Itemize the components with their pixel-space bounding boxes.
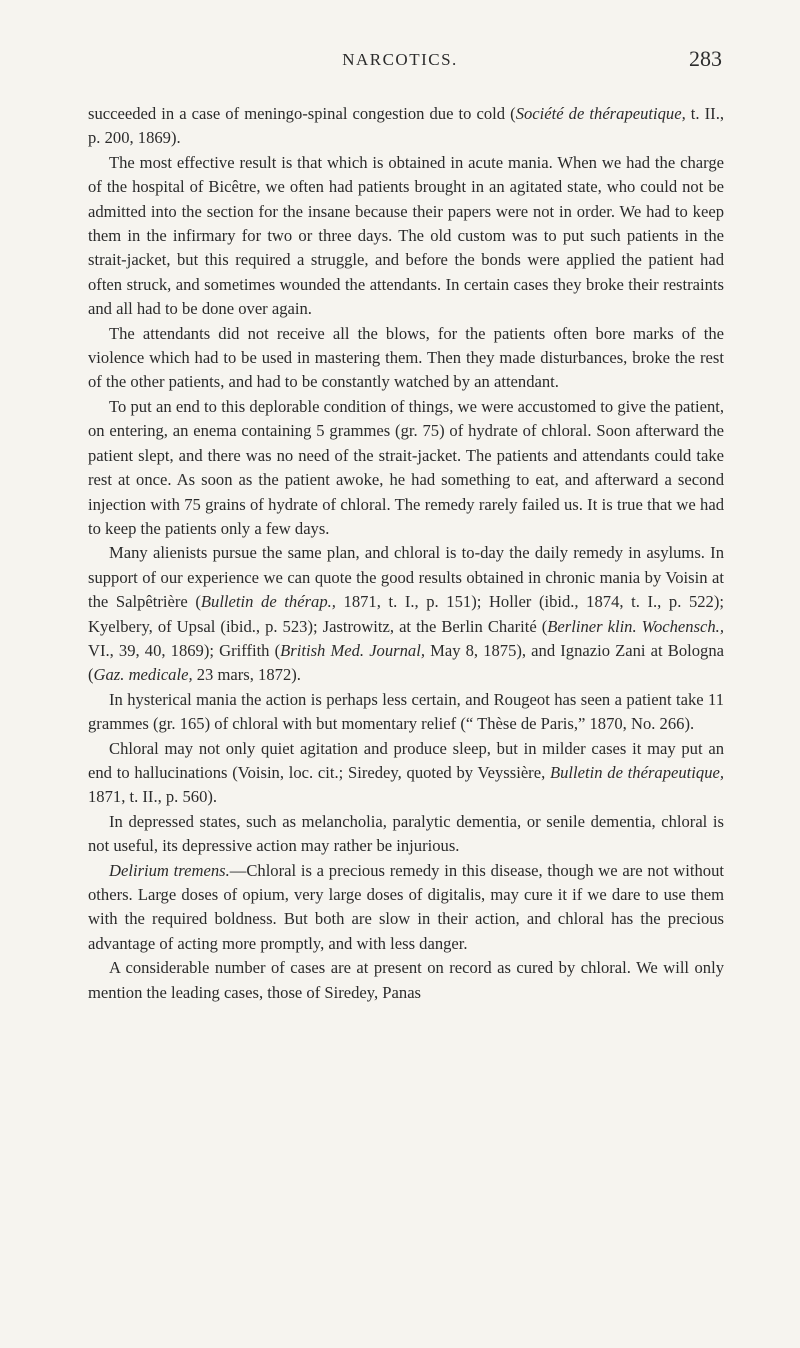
- text-run: —Chloral is a precious remedy in this disease, though we are not without others. Large doses of opium, very large doses of digitalis, may cure it if we dare to use them with the required boldness. But both are slow in their action, and chloral has the precious advantage of acting more promptly, and with less danger.: [88, 860, 724, 953]
- paragraph: [88, 322, 724, 395]
- text-run: The most effective result is that which is obtained in acute mania. When we had the charge of the hospital of Bicêtre, we often had patients brought in an agitated state, who could not be admitted into the section for the insane because their papers were not in order. We had to keep them in the infirmary for two or three days. The old custom was to put such patients in the strait-jacket, but this required a struggle, and before the bonds were applied the patient had often struck, and sometimes wounded the attendants. In certain cases they broke their restraints and all had to be done over again.: [88, 152, 724, 319]
- paragraph: [88, 541, 724, 687]
- running-head: [0, 46, 800, 76]
- text-run: In depressed states, such as melancholia, paralytic dementia, or senile dementia, chloral is not useful, its depressive action may rather be injurious.: [88, 811, 724, 856]
- running-title: NARCOTICS.: [342, 50, 458, 69]
- italic-text: Delirium tremens.: [109, 860, 230, 880]
- text-run: A considerable number of cases are at present on record as cured by chloral. We will only mention the leading cases, those of Siredey, Panas: [88, 958, 724, 1002]
- italic-text: Bulletin de thérapeutique,: [549, 762, 724, 782]
- paragraph: [88, 737, 724, 810]
- italic-text: Gaz. medicale,: [93, 665, 193, 685]
- paragraph: [88, 810, 724, 859]
- text-run: t. II., p. 200, 1869).: [88, 104, 724, 148]
- text-run: In hysterical mania the action is perhaps less certain, and Rougeot has seen a patient take 11 grammes (gr. 165) of chloral with but momentary relief (“ Thèse de Paris,” 1870, No. 266).: [88, 689, 724, 734]
- text-run: May 8, 1875), and Ignazio Zani at Bologna (: [88, 640, 724, 685]
- text-run: 1871, t. I., p. 151); Holler (ibid., 1874, t. I., p. 522); Kyelbery, of Upsal (ibid., p. 523); Jastrowitz, at the Berlin Charité (: [88, 592, 724, 636]
- text-run: To put an end to this deplorable condition of things, we were accustomed to give the patient, on entering, an enema containing 5 grammes (gr. 75) of hydrate of chloral. Soon afterward the patient slept, and there was no need of the strait-jacket. The patients and attendants could take rest at once. As soon as the patient awoke, he had something to eat, and afterward a second injection with 75 grains of hydrate of chloral. The remedy rarely failed us. It is true that we had to keep the patients only a few days.: [88, 396, 724, 538]
- paragraph: [88, 859, 724, 957]
- italic-text: British Med. Journal,: [280, 640, 425, 660]
- paragraph: [88, 395, 724, 541]
- italic-text: Société de thérapeutique,: [515, 104, 686, 123]
- page-number: 283: [689, 46, 722, 71]
- text-run: The attendants did not receive all the blows, for the patients often bore marks of the violence which had to be used in mastering them. Then they made disturbances, broke the rest of the other patients, and had to be constantly watched by an attendant.: [88, 323, 724, 392]
- text-run: succeeded in a case of meningo-spinal congestion due to cold (: [88, 104, 516, 123]
- text-run: 23 mars, 1872).: [192, 665, 301, 685]
- text-run: Chloral may not only quiet agitation and produce sleep, but in milder cases it may put an end to hallucinations (Voisin, loc. cit.; Siredey, quoted by Veyssière,: [88, 738, 724, 782]
- text-run: Many alienists pursue the same plan, and chloral is to-day the daily remedy in asylums. In support of our experience we can quote the good results obtained in chronic mania by Voisin at the Salpêtrière (: [88, 543, 724, 612]
- paragraph: [88, 688, 724, 737]
- text-run: VI., 39, 40, 1869); Griffith (: [88, 640, 281, 660]
- body-text: [88, 102, 724, 1005]
- paragraph: [88, 151, 724, 322]
- text-run: 1871, t. II., p. 560).: [88, 787, 218, 807]
- italic-text: Berliner klin. Wochensch.,: [547, 616, 724, 636]
- paragraph: [88, 956, 724, 1005]
- italic-text: Bulletin de thérap.,: [200, 592, 336, 612]
- paragraph: [88, 102, 724, 151]
